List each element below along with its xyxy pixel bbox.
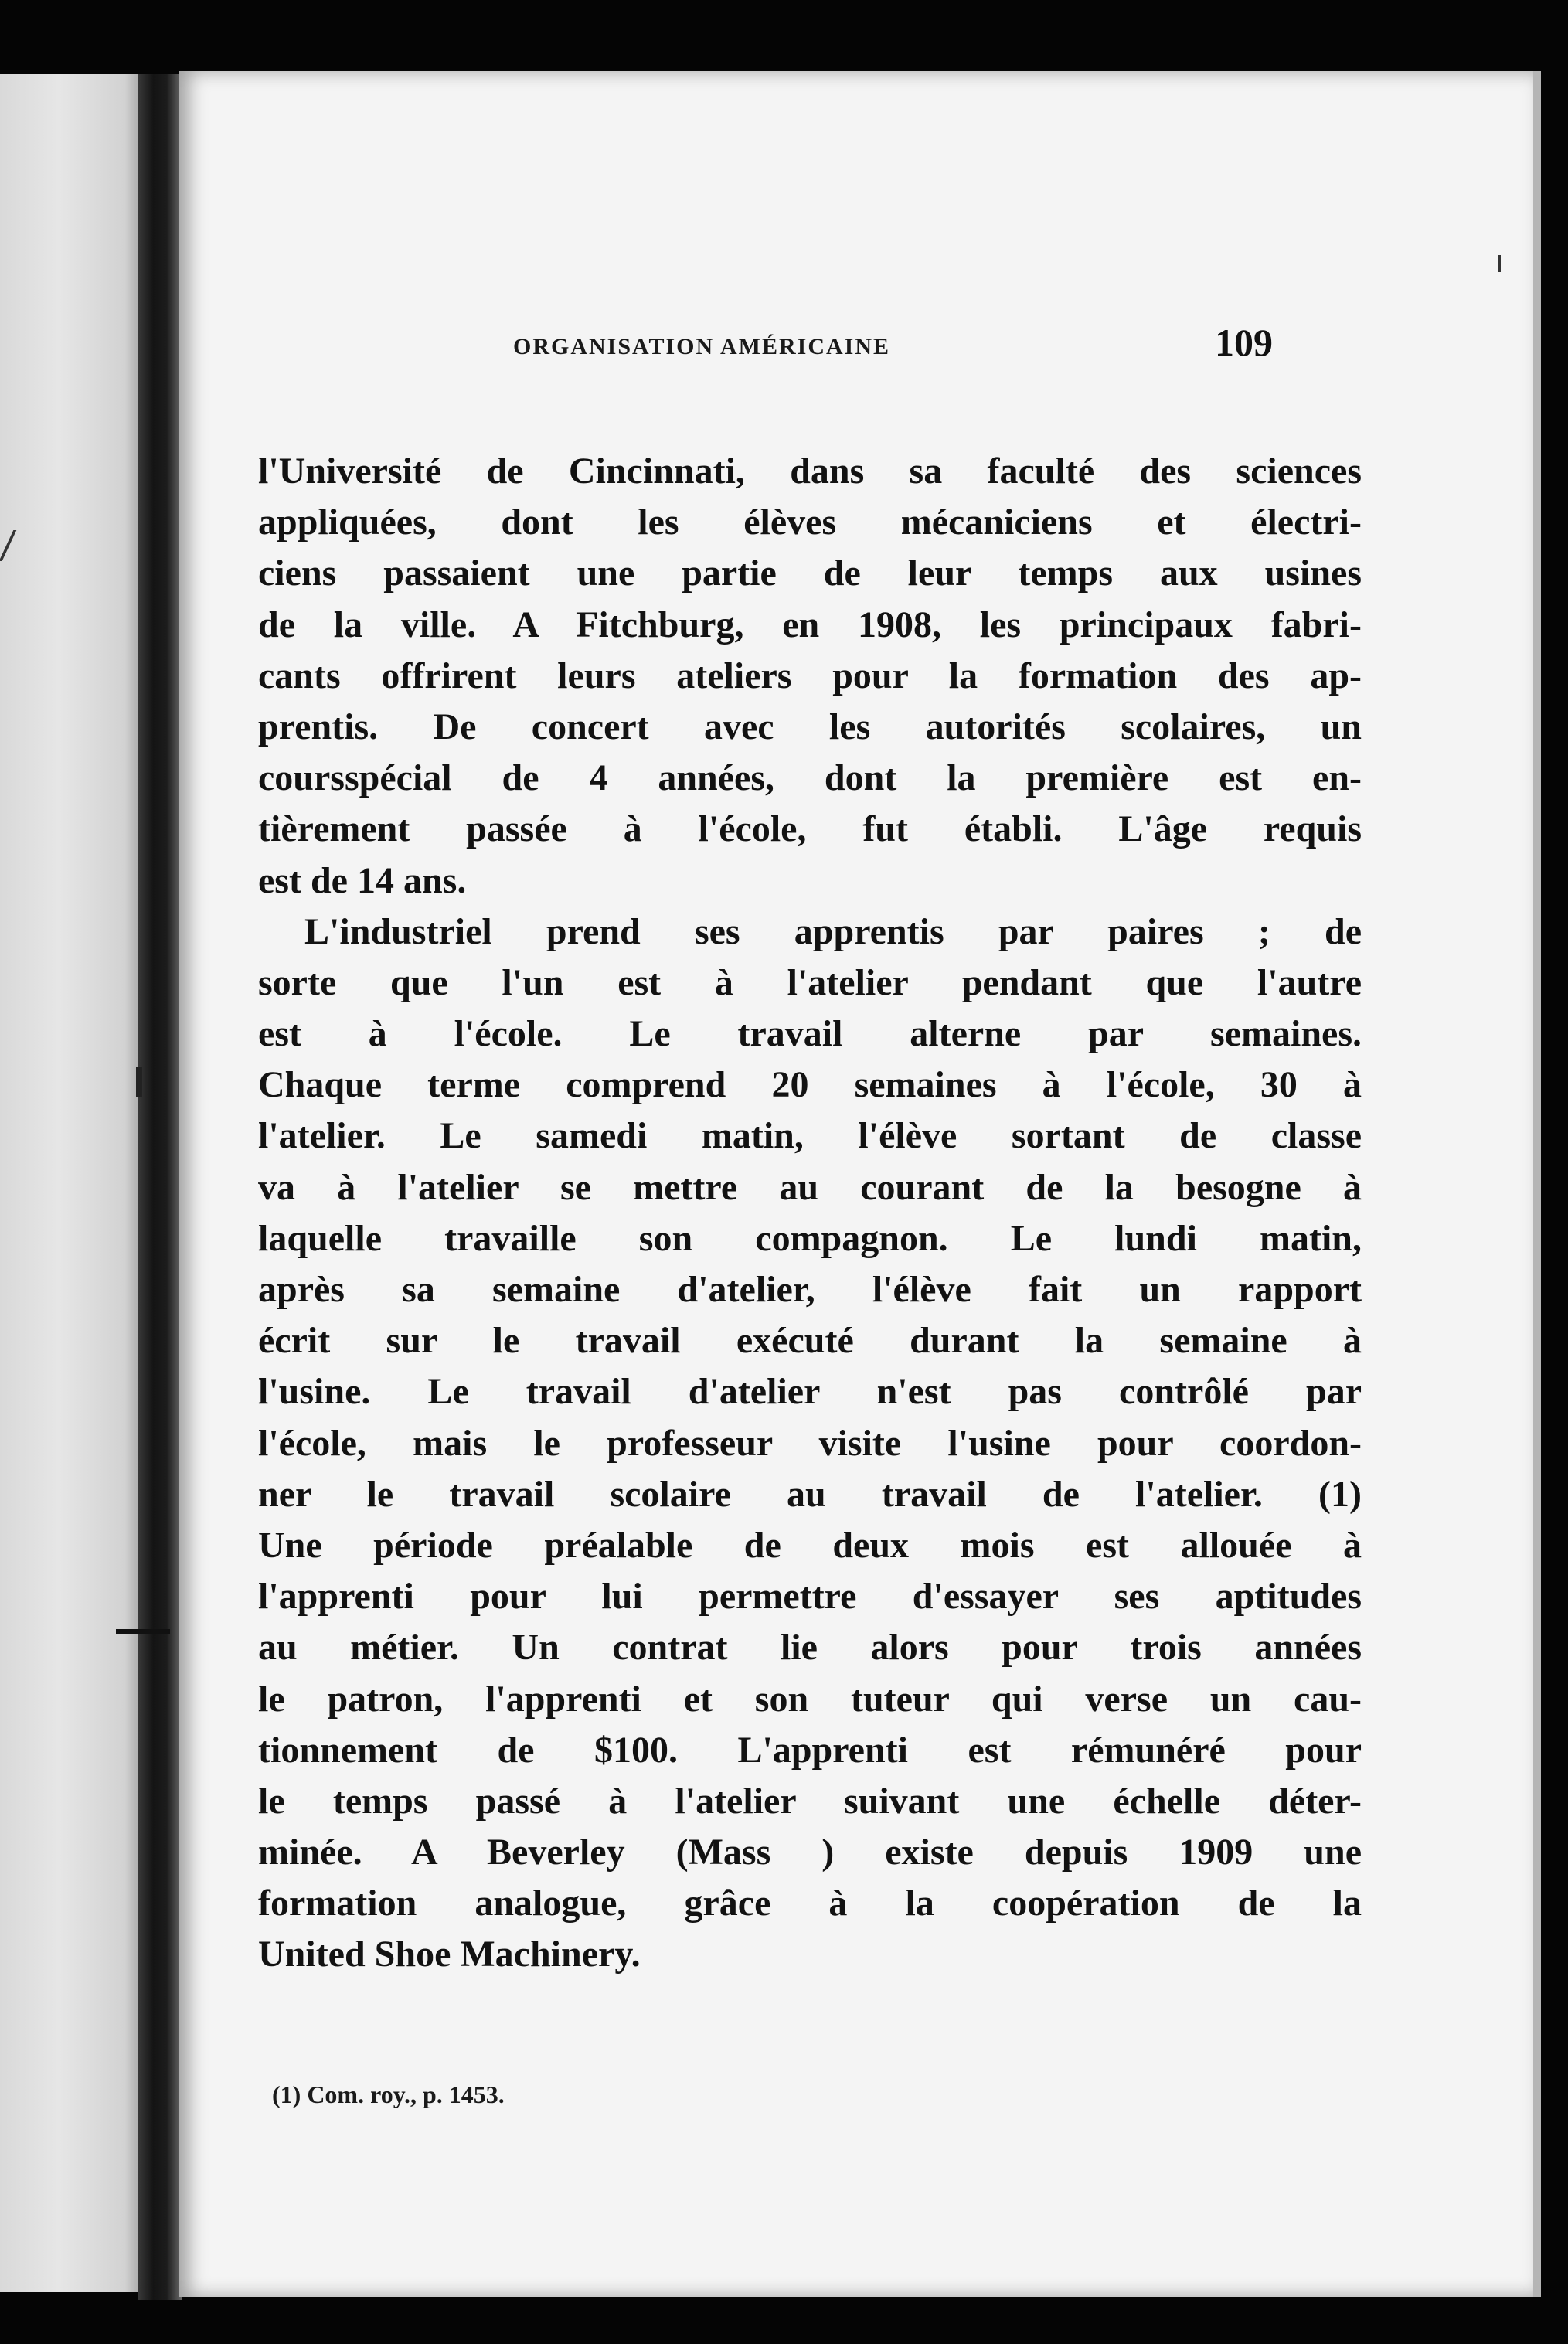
text-line: formation analogue, grâce à la coopération de la: [258, 1883, 1362, 1924]
page-mark: [0, 530, 27, 561]
book-gutter: [138, 74, 182, 2300]
text-line: de la ville. A Fitchburg, en 1908, les principaux fabri-: [258, 604, 1362, 645]
text-line: ciens passaient une partie de leur temps aux usines: [258, 553, 1362, 594]
text-line: United Shoe Machinery.: [258, 1934, 641, 1975]
text-line: le patron, l'apprenti et son tuteur qui verse un cau-: [258, 1678, 1362, 1720]
text-line: minée. A Beverley (Mass ) existe depuis 1909 une: [258, 1832, 1362, 1873]
text-line: Une période préalable de deux mois est allouée à: [258, 1524, 1362, 1566]
page-right-edge: [1533, 71, 1541, 2297]
scan-speck: [1498, 255, 1501, 272]
text-line: est de 14 ans.: [258, 859, 467, 901]
text-line: cants offrirent leurs ateliers pour la formation des ap-: [258, 655, 1362, 696]
running-title: ORGANISATION AMÉRICAINE: [513, 334, 891, 359]
text-line: l'Université de Cincinnati, dans sa faculté des sciences: [258, 451, 1362, 492]
text-line: coursspécial de 4 années, dont la première est en-: [258, 757, 1362, 799]
text-line: Chaque terme comprend 20 semaines à l'école, 30 à: [258, 1064, 1362, 1106]
previous-page-edge: [0, 74, 147, 2292]
book-page: [179, 71, 1533, 2297]
text-line: écrit sur le travail exécuté durant la semaine à: [258, 1320, 1362, 1362]
text-line: l'atelier. Le samedi matin, l'élève sortant de classe: [258, 1115, 1362, 1157]
text-line: laquelle travaille son compagnon. Le lundi matin,: [258, 1217, 1362, 1259]
text-line: L'industriel prend ses apprentis par paires ; de: [304, 910, 1362, 952]
text-line: va à l'atelier se mettre au courant de la besogne à: [258, 1166, 1362, 1208]
binding-thread-mark: [136, 1067, 142, 1097]
binding-thread: [116, 1629, 170, 1634]
body-text: [258, 446, 1362, 1981]
text-line: l'apprenti pour lui permettre d'essayer ses aptitudes: [258, 1576, 1362, 1618]
text-line: tièrement passée à l'école, fut établi. L'âge requis: [258, 808, 1362, 850]
text-line: après sa semaine d'atelier, l'élève fait un rapport: [258, 1269, 1362, 1310]
text-line: le temps passé à l'atelier suivant une échelle déter-: [258, 1780, 1362, 1822]
text-line: est à l'école. Le travail alterne par semaines.: [258, 1013, 1362, 1055]
text-line: ner le travail scolaire au travail de l'atelier. (1): [258, 1473, 1362, 1515]
text-line: l'usine. Le travail d'atelier n'est pas contrôlé par: [258, 1371, 1362, 1413]
text-line: l'école, mais le professeur visite l'usine pour coordon-: [258, 1422, 1362, 1464]
footnote: (1) Com. roy., p. 1453.: [272, 2080, 505, 2108]
text-line: appliquées, dont les élèves mécaniciens et électri-: [258, 502, 1362, 543]
text-line: prentis. De concert avec les autorités scolaires, un: [258, 706, 1362, 747]
text-line: tionnement de $100. L'apprenti est rémunéré pour: [258, 1729, 1362, 1771]
page-number: 109: [1215, 321, 1273, 364]
text-line: au métier. Un contrat lie alors pour trois années: [258, 1627, 1362, 1669]
text-line: sorte que l'un est à l'atelier pendant que l'autre: [258, 961, 1362, 1003]
page-header: [179, 320, 1533, 382]
